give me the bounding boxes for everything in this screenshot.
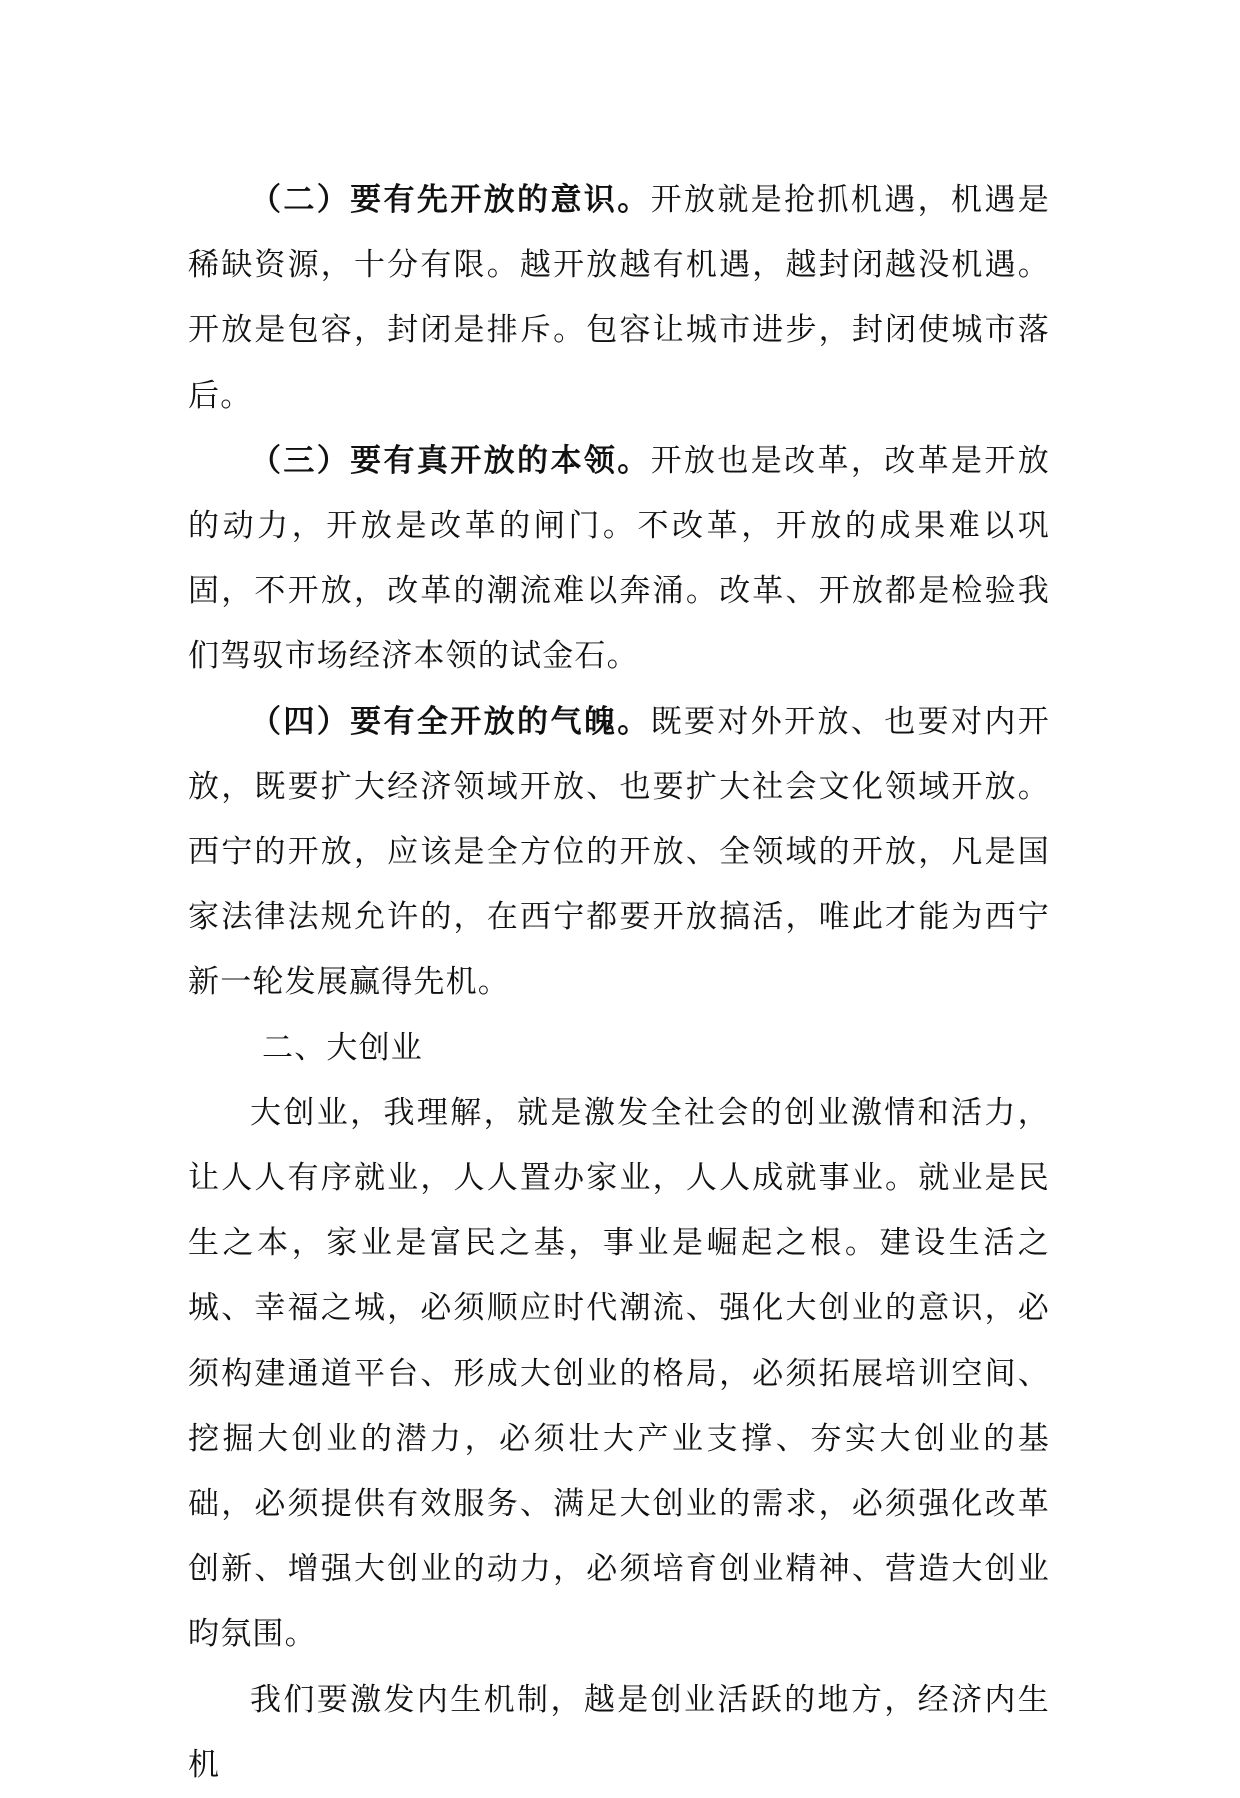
paragraph-open-awareness [188,168,1050,429]
paragraph-open-boldness [188,690,1050,1016]
document-page [188,168,1050,1798]
paragraph-lead-bold: （四）要有全开放的气魄。 [250,703,651,740]
section-heading: 二、大创业 [262,1029,423,1066]
paragraph-internal-mechanism: 我们要激发内生机制，越是创业活跃的地方，经济内生机 [188,1681,1050,1783]
paragraph-lead-bold: （三）要有真开放的本领。 [250,442,651,479]
paragraph-entrepreneurship: 大创业，我理解，就是激发全社会的创业激情和活力，让人人有序就业，人人置办家业，人人成就事业。就业是民生之本，家业是富民之基，事业是崛起之根。建设生活之城、幸福之城，必须顺应时代潮流、强化大创业的意识，必须构建通道平台、形成大创业的格局，必须拓展培训空间、挖掘大创业的潜力，必须壮大产业支撑、夯实大创业的基础，必须提供有效服务、满足大创业的需求，必须强化改革创新、增强大创业的动力，必须培育创业精神、营造大创业昀氛围。 [188,1094,1050,1653]
paragraph-open-capability [188,429,1050,690]
paragraph-text: 既要对外开放、也要对内开放，既要扩大经济领域开放、也要扩大社会文化领域开放。西宁的开放，应该是全方位的开放、全领域的开放，凡是国家法律法规允许的，在西宁都要开放搞活，唯此才能为西宁新一轮发展赢得先机。 [188,703,1050,1001]
paragraph-lead-bold: （二）要有先开放的意识。 [250,182,651,218]
paragraph-text: 开放就是抢抓机遇，机遇是稀缺资源，十分有限。越开放越有机遇，越封闭越没机遇。开放是包容，封闭是排斥。包容让城市进步，封闭使城市落后。 [188,182,1050,414]
paragraph-text: 开放也是改革，改革是开放的动力，开放是改革的闸门。不改革，开放的成果难以巩固，不开放，改革的潮流难以奔涌。改革、开放都是检验我们驾驭市场经济本领的试金石。 [188,442,1050,675]
